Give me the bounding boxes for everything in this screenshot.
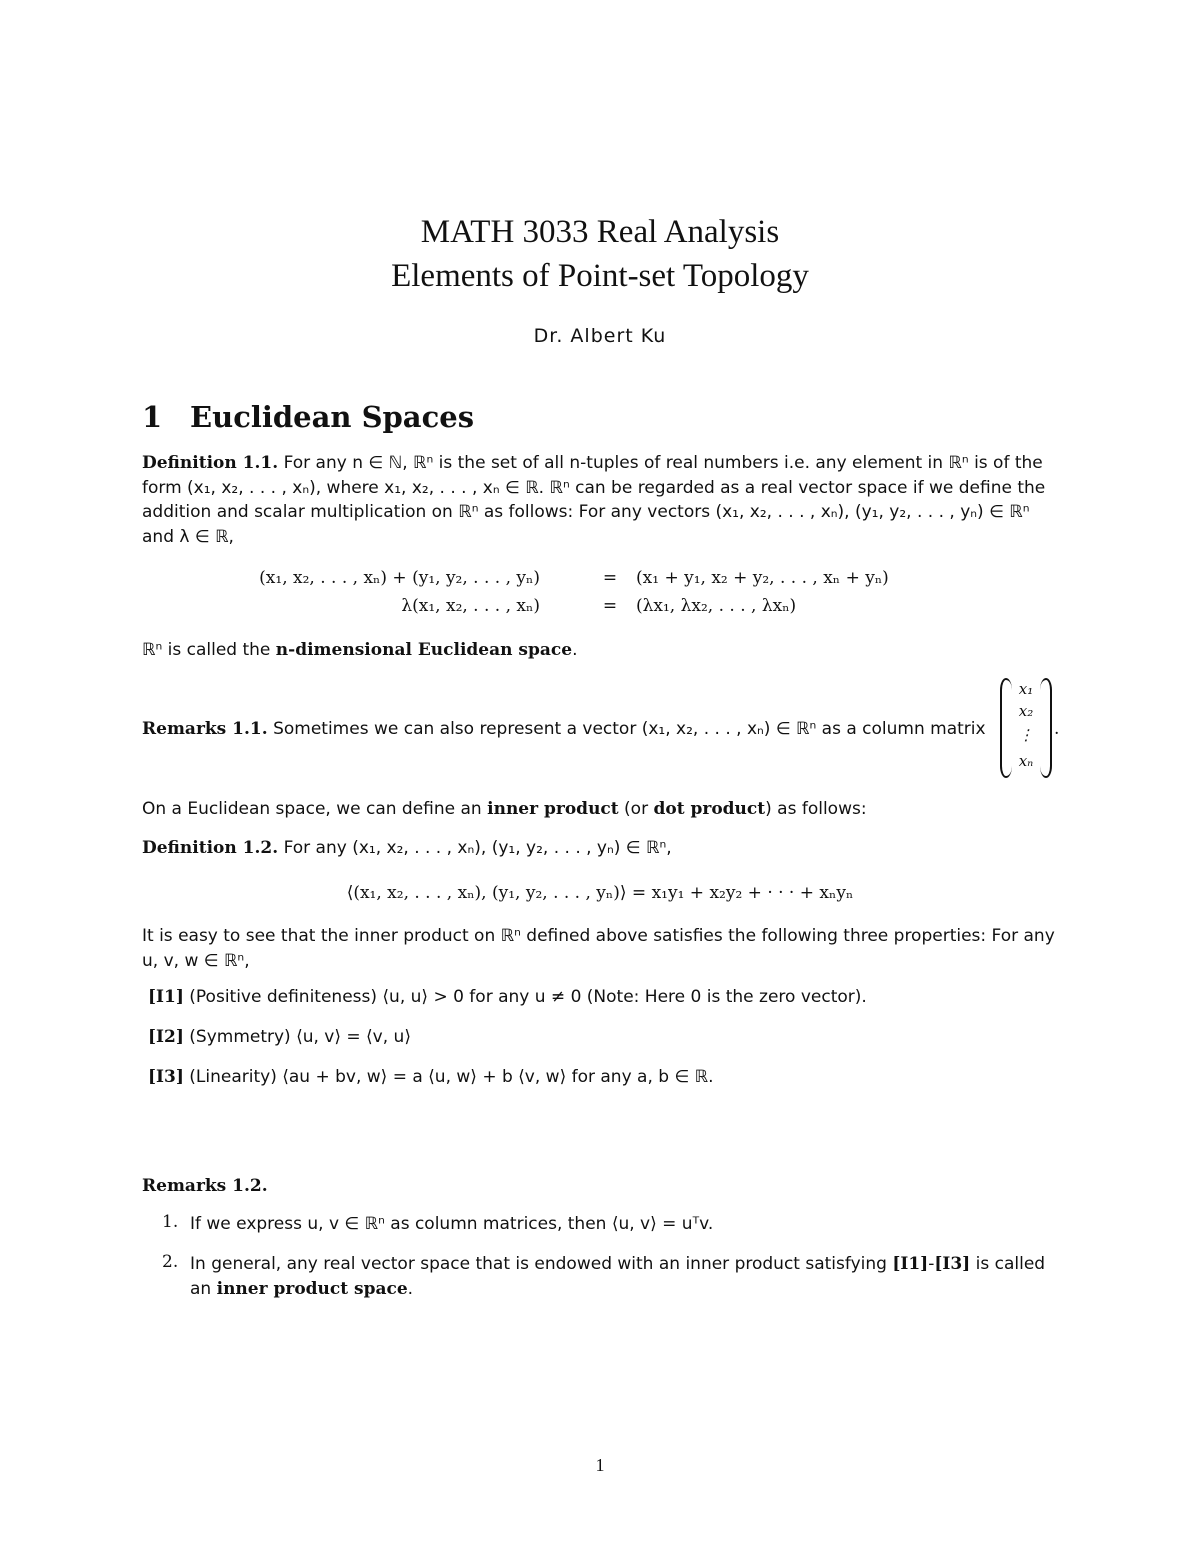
document-subtitle: Elements of Point-set Topology <box>391 258 809 294</box>
column-matrix <box>1000 678 1052 776</box>
definition-1-2 <box>142 836 1058 861</box>
inner-product-intro <box>142 797 1058 822</box>
remark-item-2-dash: - <box>928 1254 935 1274</box>
section-number: 1 <box>142 400 163 434</box>
property-i2 <box>148 1025 1064 1050</box>
definition-1-1-label: Definition 1.1. <box>142 453 279 473</box>
remarks-1-2-label: Remarks 1.2. <box>142 1176 268 1196</box>
equation-addition-rhs: (x₁ + y₁, x₂ + y₂, . . . , xₙ + yₙ) <box>636 568 889 588</box>
remark-item-2-ref-i3: [I3] <box>934 1254 971 1274</box>
property-i3 <box>148 1065 1064 1090</box>
definition-1-2-text: For any (x₁, x₂, . . . , xₙ), (y₁, y₂, . . . , yₙ) ∈ ℝⁿ, <box>278 838 672 858</box>
remark-item-2-post: . <box>407 1278 414 1299</box>
inner-intro-post: ) as follows: <box>765 799 867 819</box>
remarks-1-1-label: Remarks 1.1. <box>142 719 268 739</box>
euclidean-space-note <box>142 638 1058 663</box>
property-i1-text: (Positive definiteness) ⟨u, u⟩ > 0 for any u ≠ 0 (Note: Here 0 is the zero vector). <box>189 987 867 1007</box>
property-i2-label: [I2] <box>148 1027 184 1047</box>
inner-product-term: inner product <box>487 799 619 819</box>
remark-item-number: 1. <box>162 1212 179 1232</box>
remarks-1-1-text: Sometimes we can also represent a vector (x₁, x₂, . . . , xₙ) ∈ ℝⁿ as a column matrix <box>267 719 986 739</box>
equation-addition-lhs: (x₁, x₂, . . . , xₙ) + (y₁, y₂, . . . , yₙ) <box>259 568 540 588</box>
euclidean-space-note-pre: ℝⁿ is called the <box>142 640 276 660</box>
dot-product-term: dot product <box>653 799 766 819</box>
property-i3-label: [I3] <box>148 1067 184 1087</box>
matrix-entry: xₙ <box>1018 752 1034 770</box>
page-number: 1 <box>595 1455 605 1475</box>
definition-1-1-text: For any n ∈ ℕ, ℝⁿ is the set of all n-tuples of real numbers i.e. any element in ℝⁿ is of the form (x₁, x₂, . . . , xₙ), where x₁, x₂, . . . , xₙ ∈ ℝ. ℝⁿ can be regarded as a real vector space if we define the addition and scalar multiplication on ℝⁿ as follows: For any vectors (x₁, x₂, . . . , xₙ), (y₁, y₂, . . . , yₙ) ∈ ℝⁿ and λ ∈ ℝ, <box>142 453 1046 547</box>
remark-item-2 <box>190 1252 1060 1301</box>
equation-scalar-lhs: λ(x₁, x₂, . . . , xₙ) <box>401 596 540 616</box>
remark-item-number: 2. <box>162 1252 179 1272</box>
matrix-entry: x₂ <box>1018 702 1034 720</box>
document-title: MATH 3033 Real Analysis <box>420 214 780 250</box>
definition-1-2-label: Definition 1.2. <box>142 838 279 858</box>
remark-item-1: If we express u, v ∈ ℝⁿ as column matrices, then ⟨u, v⟩ = uᵀv. <box>190 1214 714 1234</box>
definition-1-1 <box>142 451 1058 549</box>
euclidean-space-note-post: . <box>572 640 578 660</box>
remark-item-2-pre: In general, any real vector space that is endowed with an inner product satisfying <box>190 1254 893 1274</box>
equation-scalar-equals: = <box>602 596 618 616</box>
author: Dr. Albert Ku <box>533 325 667 347</box>
inner-product-space-term: inner product space <box>216 1278 408 1299</box>
matrix-entry: x₁ <box>1018 680 1034 698</box>
section-title: Euclidean Spaces <box>190 400 475 434</box>
remark-item-2-ref-i1: [I1] <box>892 1254 929 1274</box>
equation-addition-equals: = <box>602 568 618 588</box>
property-i1-label: [I1] <box>148 987 184 1007</box>
inner-product-equation: ⟨(x₁, x₂, . . . , xₙ), (y₁, y₂, . . . , yₙ)⟩ = x₁y₁ + x₂y₂ + · · · + xₙyₙ <box>346 883 854 903</box>
inner-intro-mid: (or <box>618 799 654 819</box>
properties-intro: It is easy to see that the inner product on ℝⁿ defined above satisfies the following three properties: For any u, v, w ∈ ℝⁿ, <box>142 926 1055 971</box>
property-i1 <box>148 985 1064 1010</box>
remarks-1-1 <box>142 717 992 742</box>
remarks-1-1-end: . <box>1054 719 1060 739</box>
equation-scalar-rhs: (λx₁, λx₂, . . . , λxₙ) <box>636 596 797 616</box>
inner-intro-pre: On a Euclidean space, we can define an <box>142 799 488 819</box>
property-i3-text: (Linearity) ⟨au + bv, w⟩ = a ⟨u, w⟩ + b ⟨v, w⟩ for any a, b ∈ ℝ. <box>189 1067 714 1087</box>
euclidean-space-term: n-dimensional Euclidean space <box>275 640 573 660</box>
remark-item-2-mid: is called an <box>190 1254 1046 1299</box>
property-i2-text: (Symmetry) ⟨u, v⟩ = ⟨v, u⟩ <box>189 1027 411 1047</box>
matrix-entry: ⋮ <box>1018 726 1034 744</box>
